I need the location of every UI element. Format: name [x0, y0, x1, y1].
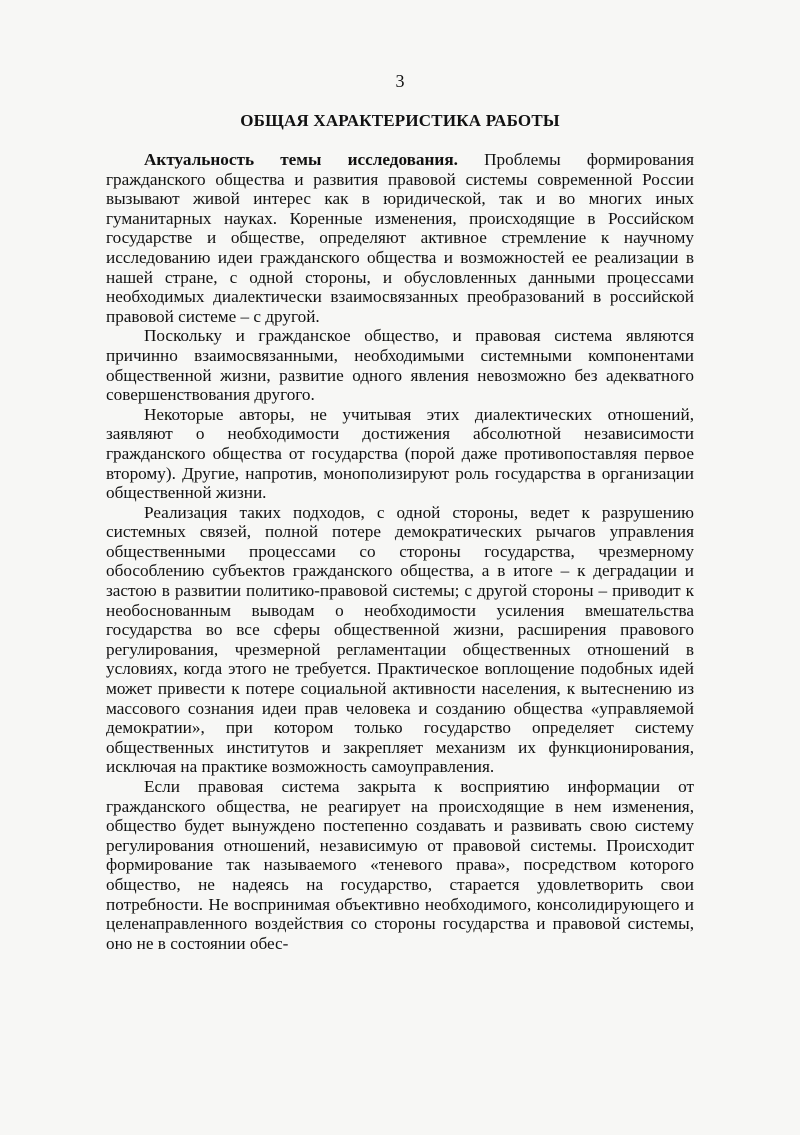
- page-number: 3: [395, 71, 405, 91]
- body-text: [106, 150, 694, 953]
- paragraph-text: Поскольку и гражданское общество, и правовая система являются причинно взаимосвязанными, необходимыми системными компонентами общественной жизни, развитие одного явления невозможно без адекватного совершенствования другого.: [106, 326, 694, 405]
- paragraph-text: Если правовая система закрыта к восприятию информации от гражданского общества, не реагирует на происходящие в нем изменения, общество будет вынуждено постепенно создавать и развивать свою систему регулирования отношений, независимую от правовой системы. Происходит формирование так называемого «теневого права», посредством которого общество, не надеясь на государство, старается удовлетворить свои потребности. Не воспринимая объективно необходимого, консолидирующего и целенаправленного воздействия со стороны государства и правовой системы, оно не в состоянии обес-: [106, 777, 694, 953]
- paragraph-lead: Актуальность темы исследования.: [144, 150, 458, 169]
- paragraph: [106, 503, 694, 777]
- paragraph-text: Реализация таких подходов, с одной стороны, ведет к разрушению системных связей, полной потере демократических рычагов управления общественными процессами со стороны государства, чрезмерному обособлению субъектов гражданского общества, а в итоге – к деградации и застою в развитии политико-правовой системы; с другой стороны – приводит к необоснованным выводам о необходимости усиления вмешательства государства во все сферы общественной жизни, расширения правового регулирования, чрезмерной регламентации общественных отношений в условиях, когда этого не требуется. Практическое воплощение подобных идей может привести к потере социальной активности населения, к вытеснению из массового сознания идеи прав человека и созданию общества «управляемой демократии», при котором только государство определяет систему общественных институтов и закрепляет механизм их функционирования, исключая на практике возможность самоуправления.: [106, 502, 694, 777]
- paragraph: [106, 777, 694, 953]
- paragraph: [106, 405, 694, 503]
- section-title: ОБЩАЯ ХАРАКТЕРИСТИКА РАБОТЫ: [240, 111, 560, 130]
- paragraph-text: Некоторые авторы, не учитывая этих диалектических отношений, заявляют о необходимости достижения абсолютной независимости гражданского общества от государства (порой даже противопоставляя первое второму). Другие, напротив, монополизируют роль государства в организации общественной жизни.: [106, 404, 694, 503]
- paragraph: [106, 326, 694, 404]
- paragraph-relevance: [106, 150, 694, 326]
- paragraph-text: Проблемы формирования гражданского общества и развития правовой системы современной России вызывают живой интерес как в юридической, так и во многих иных гуманитарных науках. Коренные изменения, происходящие в Российском государстве и обществе, определяют активное стремление к научному исследованию идеи гражданского общества и возможностей ее реализации в нашей стране, с одной стороны, и обусловленных данными процессами необходимых диалектически взаимосвязанных преобразований в российской правовой системе – с другой.: [106, 150, 694, 326]
